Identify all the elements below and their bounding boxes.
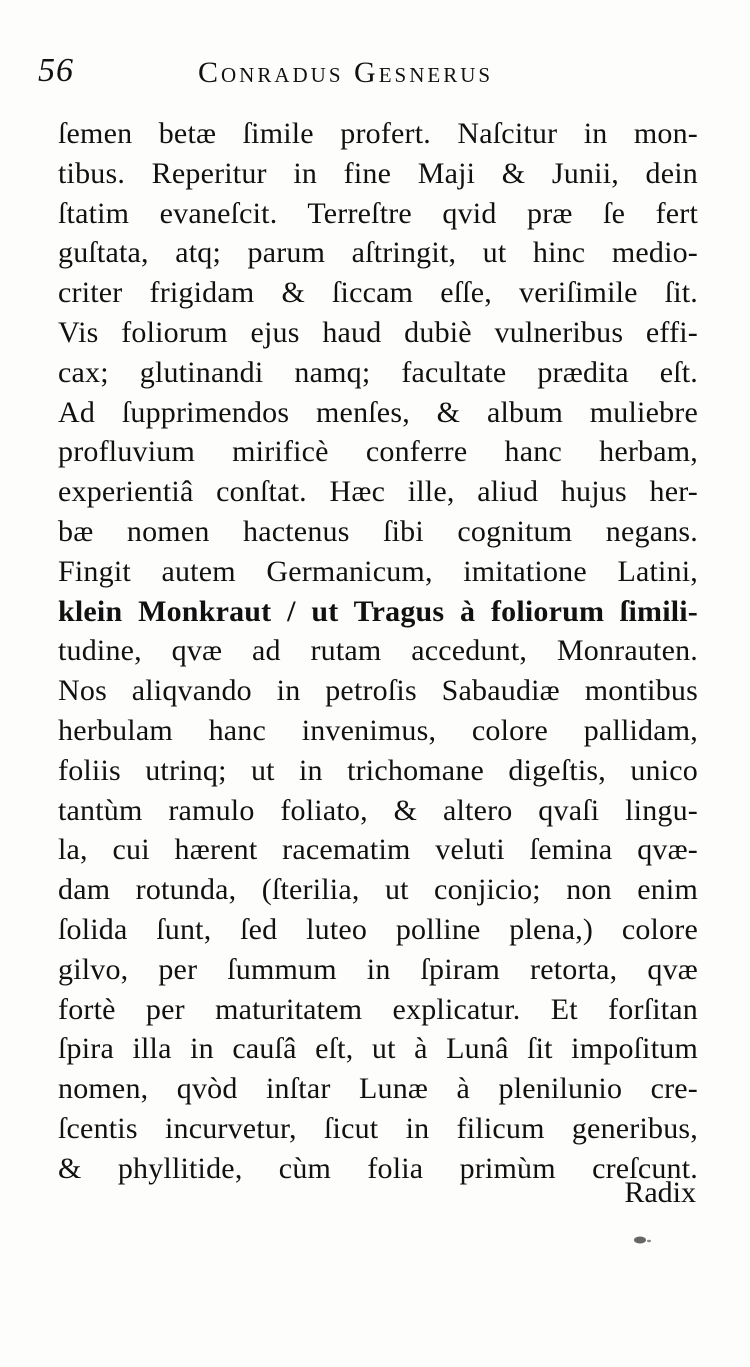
- text-line: foliis utrinq; ut in trichomane digeſtis, unico: [58, 753, 698, 787]
- text-line: Nos aliqvando in petroſis Sabaudiæ montibus: [58, 674, 698, 708]
- text-line: ſemen betæ ſimile profert. Naſcitur in mon-: [58, 117, 698, 150]
- text-line: dam rotunda, (ſterilia, ut conjicio; non enim: [58, 873, 698, 907]
- text-line: Ad ſupprimendos menſes, & album muliebre: [58, 395, 698, 429]
- text-line: nomen, qvòd inſtar Lunæ à plenilunio cre-: [58, 1072, 698, 1106]
- text-line: cax; glutinandi namq; facultate prædita eſt.: [58, 355, 698, 389]
- text-line: criter frigidam & ſiccam eſſe, veriſimile ſit.: [58, 276, 698, 310]
- text-line: klein Monkraut / ut Tragus à foliorum ſimili-: [58, 594, 698, 628]
- ink-speck: [632, 1234, 654, 1246]
- text-line: tantùm ramulo foliato, & altero qvaſi lingu-: [58, 793, 698, 827]
- text-line: experientiâ conſtat. Hæc ille, aliud hujus her-: [58, 475, 698, 509]
- text-line: & phyllitide, cùm folia primùm creſcunt.: [58, 1151, 698, 1185]
- running-head: [38, 52, 598, 100]
- text-line: guſtata, atq; parum aſtringit, ut hinc medio-: [58, 236, 698, 270]
- text-line: Fingit autem Germanicum, imitatione Latini,: [58, 554, 698, 588]
- text-line: herbulam hanc invenimus, colore pallidam,: [58, 713, 698, 747]
- running-title: Conradus Gesnerus: [198, 56, 494, 89]
- text-line: tudine, qvæ ad rutam accedunt, Monrauten.: [58, 634, 698, 668]
- text-line: la, cui hærent racematim veluti ſemina qvæ-: [58, 833, 698, 867]
- page-number: 56: [38, 52, 74, 89]
- text-line: ſtatim evaneſcit. Terreſtre qvid præ ſe fert: [58, 196, 698, 230]
- text-line: fortè per maturitatem explicatur. Et forſitan: [58, 992, 698, 1026]
- catchword: Radix: [624, 1176, 696, 1209]
- text-line: ſpira illa in cauſâ eſt, ut à Lunâ ſit impoſitum: [58, 1032, 698, 1066]
- text-line: profluvium mirificè conferre hanc herbam,: [58, 435, 698, 469]
- text-line: tibus. Reperitur in fine Maji & Junii, dein: [58, 156, 698, 190]
- text-line: bæ nomen hactenus ſibi cognitum negans.: [58, 514, 698, 548]
- text-line: ſolida ſunt, ſed luteo polline plena,) colore: [58, 912, 698, 946]
- text-line: Vis foliorum ejus haud dubiè vulneribus effi-: [58, 315, 698, 349]
- text-line: gilvo, per ſummum in ſpiram retorta, qvæ: [58, 952, 698, 986]
- body-text: [58, 114, 698, 1189]
- text-line: ſcentis incurvetur, ſicut in filicum generibus,: [58, 1111, 698, 1145]
